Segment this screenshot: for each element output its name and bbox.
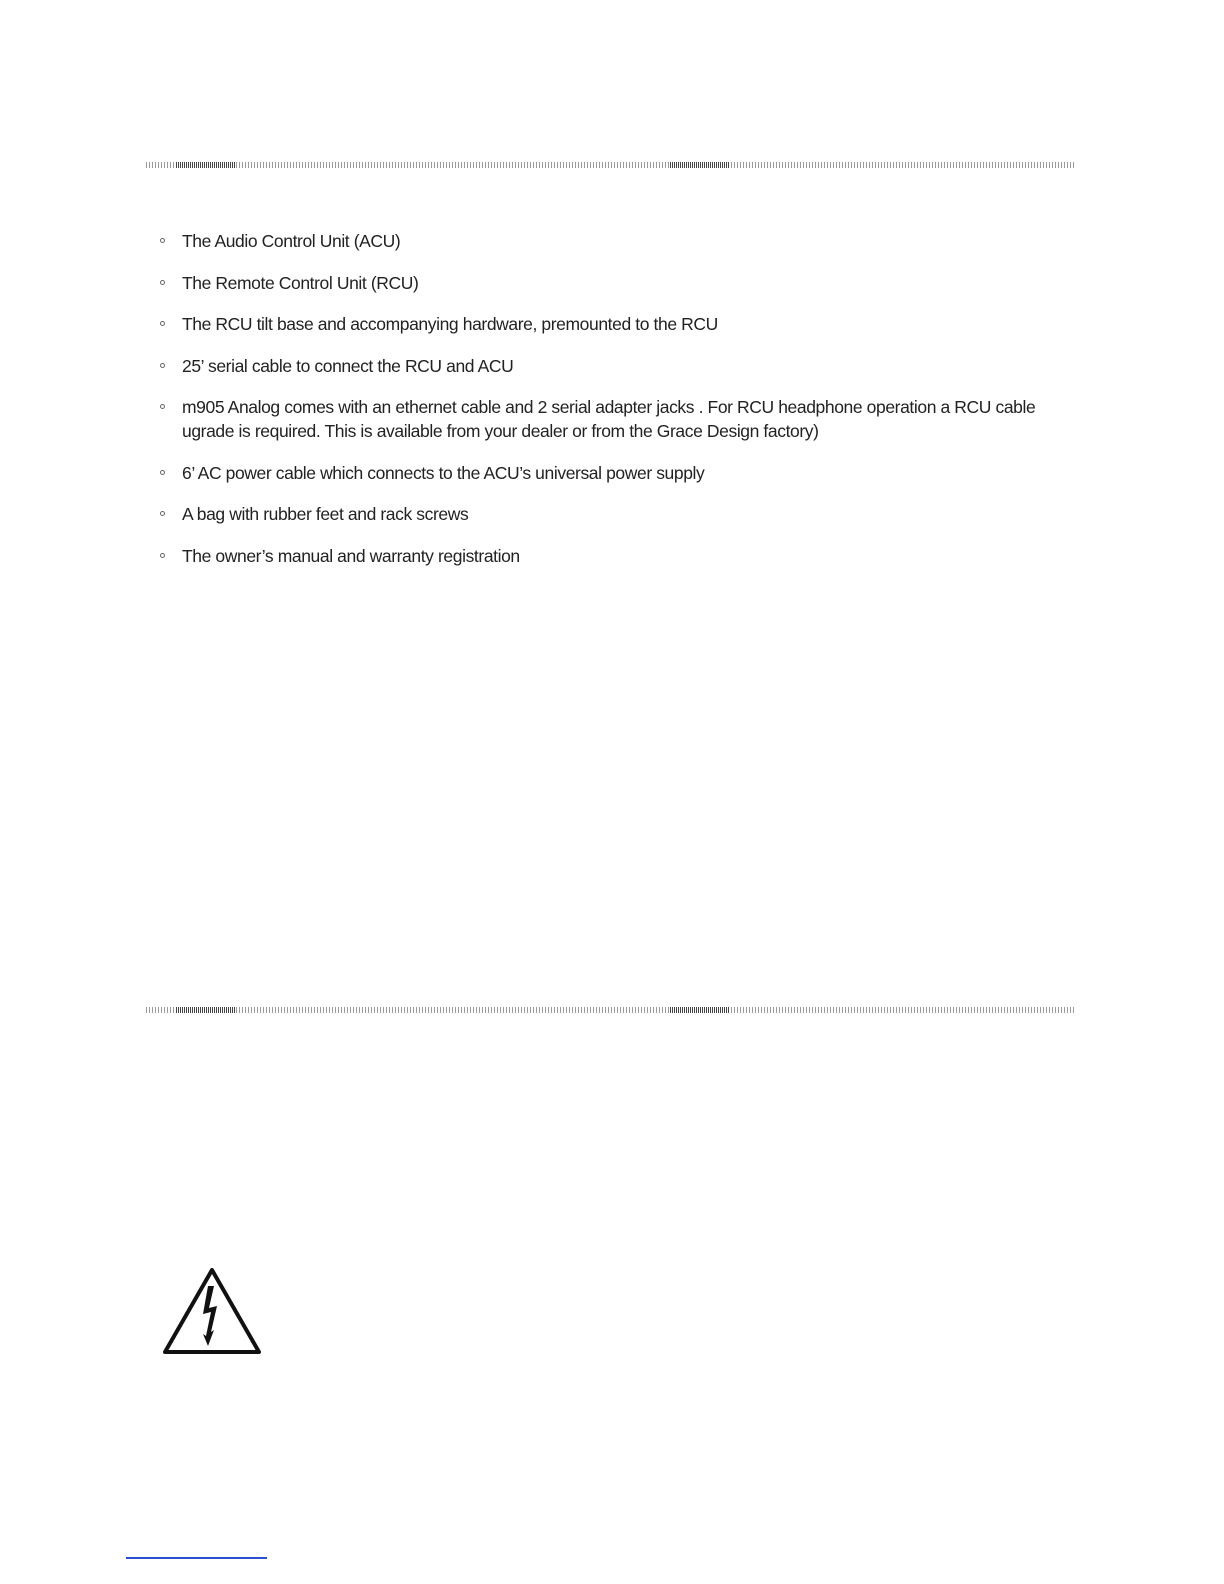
list-item bbox=[160, 461, 1040, 485]
section-divider-bottom bbox=[146, 1007, 1074, 1013]
bullet-icon bbox=[160, 553, 165, 558]
section-divider-top bbox=[146, 162, 1074, 168]
list-item-text: m905 Analog comes with an ethernet cable and 2 serial adapter jacks . For RCU headphone operation a RCU cable ugrade is required. This is available from your dealer or from the Grace Design factory) bbox=[182, 397, 1036, 441]
bullet-icon bbox=[160, 238, 165, 243]
list-item bbox=[160, 502, 1040, 526]
package-contents-list bbox=[160, 229, 1040, 585]
list-item bbox=[160, 395, 1040, 443]
list-item bbox=[160, 312, 1040, 336]
list-item-text: The Remote Control Unit (RCU) bbox=[182, 272, 419, 293]
bullet-icon bbox=[160, 404, 165, 409]
list-item-text: The owner’s manual and warranty registration bbox=[182, 545, 520, 566]
list-item bbox=[160, 354, 1040, 378]
bullet-icon bbox=[160, 321, 165, 326]
bullet-icon bbox=[160, 470, 165, 475]
footer-link-underline[interactable] bbox=[126, 1557, 267, 1559]
bullet-icon bbox=[160, 363, 165, 368]
list-item-text: A bag with rubber feet and rack screws bbox=[182, 504, 469, 524]
list-item-text: 6’ AC power cable which connects to the ACU’s universal power supply bbox=[182, 462, 705, 483]
list-item bbox=[160, 544, 1040, 568]
divider-accent bbox=[670, 162, 730, 168]
divider-accent bbox=[176, 1007, 236, 1013]
bullet-icon bbox=[160, 511, 165, 516]
list-item-text: The Audio Control Unit (ACU) bbox=[182, 231, 401, 251]
list-item-text: The RCU tilt base and accompanying hardware, premounted to the RCU bbox=[182, 314, 718, 334]
divider-accent bbox=[176, 162, 236, 168]
bullet-icon bbox=[160, 280, 165, 285]
divider-accent bbox=[670, 1007, 730, 1013]
electrical-hazard-warning-icon bbox=[162, 1266, 262, 1356]
list-item-text: 25’ serial cable to connect the RCU and ACU bbox=[182, 355, 514, 376]
list-item bbox=[160, 229, 1040, 253]
list-item bbox=[160, 271, 1040, 295]
